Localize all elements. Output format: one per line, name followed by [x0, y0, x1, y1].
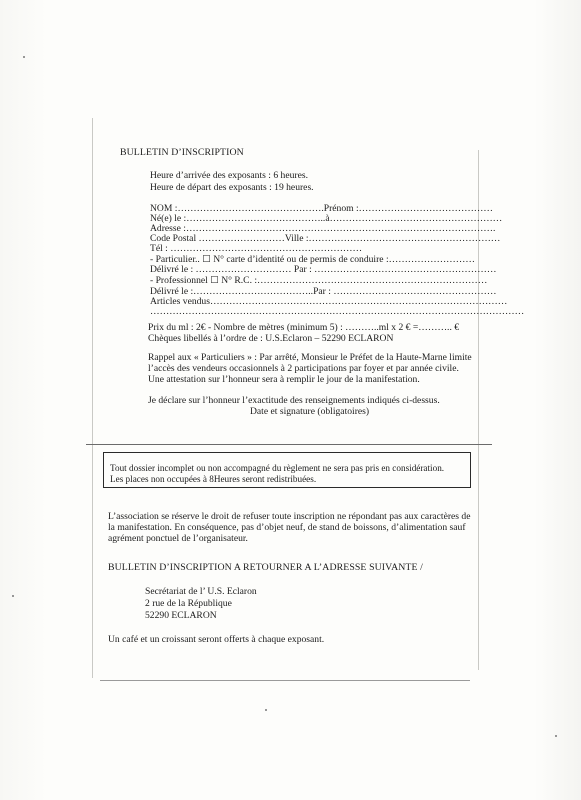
reminder-line-2: l’accès des vendeurs occasionnels à 2 participations par foyer et par année civile.: [148, 363, 459, 374]
address-line-2: 2 rue de la République: [145, 598, 232, 609]
field-articles-cont: ………………………………………………………………………………………………………: [150, 306, 525, 317]
cheques-line: Chèques libellés à l’ordre de : U.S.Eclaron – 52290 ECLARON: [148, 333, 394, 344]
page-fold-left: [92, 118, 93, 678]
association-line-3: agrément ponctuel de l’organisateur.: [108, 533, 248, 544]
field-phone: Tél : ……………………………………………………: [150, 243, 363, 254]
arrival-time: Heure d’arrivée des exposants : 6 heures.: [150, 170, 308, 181]
notice-line-1: Tout dossier incomplet ou non accompagné du règlement ne sera pas pris en considération.: [110, 463, 445, 473]
field-birth: Né(e) le :……………………………………..à………………………………………………: [150, 213, 503, 224]
price-line: Prix du ml : 2€ - Nombre de mètres (minimum 5) : ………..ml x 2 € =……….. €: [148, 322, 460, 333]
field-postal-city: Code Postal ………………………Ville :……………………………………………………: [150, 233, 501, 244]
notice-line-2: Les places non occupées à 8Heures seront redistribuées.: [110, 474, 317, 484]
field-delivre-1: Délivré le : ………………………… Par : …………………………………………………: [150, 264, 497, 275]
field-articles: Articles vendus…………………………………………………………………………………: [150, 296, 508, 307]
reminder-line-1: Rappel aux « Particuliers » : Par arrêté, Monsieur le Préfet de la Haute-Marne limite: [148, 352, 472, 363]
field-delivre-2: Délivré le :………………………………..Par : ……………………………………………: [150, 286, 497, 297]
departure-time: Heure de départ des exposants : 19 heures.: [150, 182, 314, 193]
scan-speck: [555, 735, 557, 737]
closing-note: Un café et un croissant seront offerts à chaque exposant.: [108, 634, 325, 645]
address-line-1: Secrétariat de l’ U.S. Eclaron: [145, 586, 257, 597]
form-title: BULLETIN D’INSCRIPTION: [120, 147, 244, 158]
signature-label: Date et signature (obligatoires): [250, 406, 370, 417]
scan-speck: [23, 56, 25, 58]
reminder-line-3: Une attestation sur l’honneur sera à remplir le jour de la manifestation.: [148, 374, 420, 385]
bottom-line: [100, 680, 470, 681]
declaration: Je déclare sur l’honneur l’exactitude des renseignements indiqués ci-dessus.: [148, 395, 440, 406]
field-address: Adresse :…………………………………………………………………………………….: [150, 223, 496, 234]
scan-speck: [265, 709, 267, 711]
association-line-2: la manifestation. En conséquence, pas d’objet neuf, de stand de boissons, d’alimentation sauf: [108, 522, 466, 533]
return-title: BULLETIN D’INSCRIPTION A RETOURNER A L’ADRESSE SUIVANTE /: [108, 562, 423, 573]
separator-line: [86, 444, 492, 445]
association-line-1: L’association se réserve le droit de refuser toute inscription ne répondant pas aux caractères de: [108, 511, 471, 522]
field-nom-prenom: NOM :……………………………………….Prénom :……………………………………: [150, 203, 493, 214]
field-particulier: - Particulier.. ☐ N° carte d’identité ou de permis de conduire :………………………: [150, 254, 475, 265]
field-professionnel: - Professionnel ☐ N° R.C. :………………………………………………………………: [150, 275, 488, 286]
scan-speck: [12, 595, 14, 597]
address-line-3: 52290 ECLARON: [145, 610, 217, 621]
